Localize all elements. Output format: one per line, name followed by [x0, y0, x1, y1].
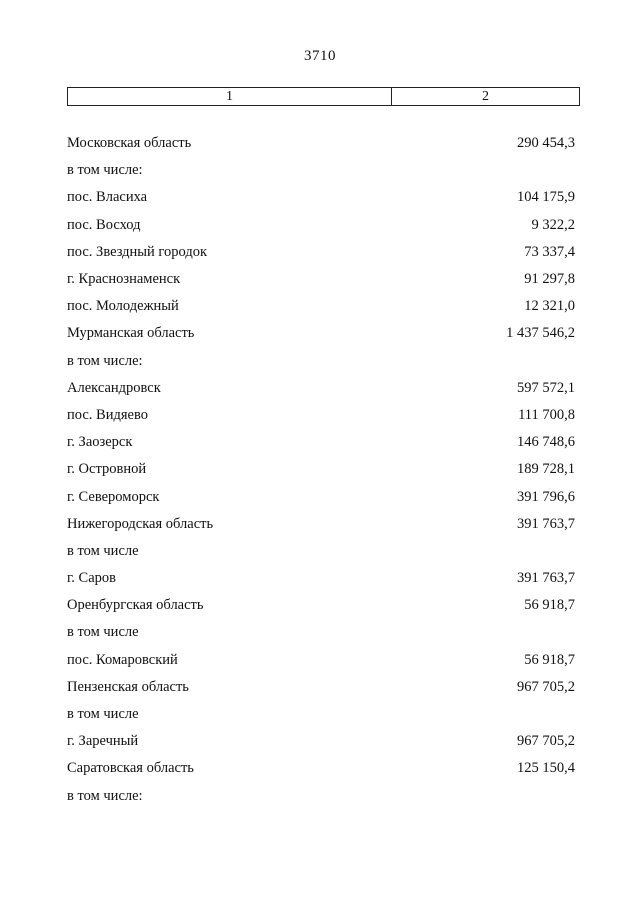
table-row: [67, 348, 575, 375]
row-label: г. Островной: [67, 461, 147, 478]
table-row: [67, 429, 575, 456]
row-label: пос. Молодежный: [67, 298, 179, 315]
row-label: Мурманская область: [67, 325, 195, 342]
row-value: 146 748,6: [517, 434, 575, 451]
row-label: Пензенская область: [67, 678, 189, 695]
row-label: г. Краснознаменск: [67, 271, 181, 288]
row-value: 125 150,4: [517, 760, 575, 777]
table-row: [67, 701, 575, 728]
row-label: в том числе: [67, 706, 139, 723]
page-number: 3710: [304, 48, 336, 64]
column-header-2: 2: [482, 89, 489, 104]
row-value: 56 918,7: [524, 651, 575, 668]
row-value: 290 454,3: [517, 135, 575, 152]
row-label: в том числе:: [67, 787, 143, 804]
row-label: пос. Звездный городок: [67, 243, 208, 260]
table-row: [67, 130, 575, 157]
row-label: Оренбургская область: [67, 597, 204, 614]
row-label: в том числе: [67, 624, 139, 641]
row-value: 189 728,1: [517, 461, 575, 478]
column-header-table: [67, 87, 580, 106]
row-label: в том числе:: [67, 352, 143, 369]
table-row: [67, 783, 575, 810]
row-label: в том числе:: [67, 162, 143, 179]
row-label: в том числе: [67, 542, 139, 559]
table-row: [67, 266, 575, 293]
table-row: [67, 157, 575, 184]
table-row: [67, 456, 575, 483]
row-value: 56 918,7: [524, 597, 575, 614]
row-value: 967 705,2: [517, 733, 575, 750]
table-row: [67, 674, 575, 701]
row-value: 597 572,1: [517, 379, 575, 396]
row-value: 967 705,2: [517, 678, 575, 695]
table-row: [67, 320, 575, 347]
row-value: 104 175,9: [517, 189, 575, 206]
table-row: [67, 565, 575, 592]
table-row: [67, 538, 575, 565]
table-row: [67, 592, 575, 619]
row-label: пос. Комаровский: [67, 651, 178, 668]
row-label: Московская область: [67, 135, 192, 152]
row-value: 12 321,0: [524, 298, 575, 315]
column-header-1: 1: [68, 88, 392, 105]
table-row: [67, 402, 575, 429]
row-value: 1 437 546,2: [506, 325, 575, 342]
row-value: 9 322,2: [531, 216, 575, 233]
table-row: [67, 239, 575, 266]
table-row: [67, 184, 575, 211]
table-row: [67, 375, 575, 402]
row-value: 111 700,8: [518, 406, 575, 423]
row-label: г. Североморск: [67, 488, 160, 505]
row-label: г. Заречный: [67, 733, 139, 750]
row-label: Саратовская область: [67, 760, 194, 777]
row-value: 391 796,6: [517, 488, 575, 505]
row-label: пос. Восход: [67, 216, 141, 233]
row-label: пос. Видяево: [67, 406, 148, 423]
table-row: [67, 212, 575, 239]
row-label: пос. Власиха: [67, 189, 148, 206]
row-label: Нижегородская область: [67, 515, 214, 532]
row-value: 73 337,4: [524, 243, 575, 260]
row-label: Александровск: [67, 379, 161, 396]
table-row: [67, 293, 575, 320]
row-label: г. Саров: [67, 570, 117, 587]
data-table: [67, 130, 575, 810]
row-value: 391 763,7: [517, 515, 575, 532]
row-label: г. Заозерск: [67, 434, 133, 451]
table-row: [67, 728, 575, 755]
table-row: [67, 755, 575, 782]
row-value: 91 297,8: [524, 271, 575, 288]
table-row: [67, 647, 575, 674]
table-row: [67, 483, 575, 510]
table-row: [67, 511, 575, 538]
row-value: 391 763,7: [517, 570, 575, 587]
table-row: [67, 619, 575, 646]
